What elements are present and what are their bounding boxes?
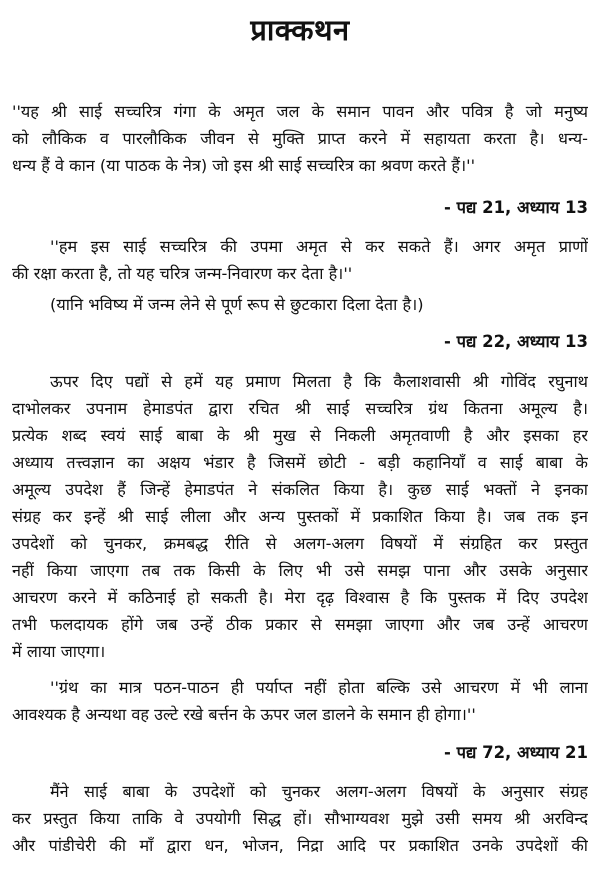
paragraph-line: मैंने साई बाबा के उपदेशों को चुनकर अलग-अलग विषयों के अनुसार संग्रह: [50, 782, 588, 801]
paragraph-line: अमूल्य उपदेश हैं जिन्हें हेमाडपंत ने संकलित किया है। कुछ साई भक्तों ने इनका: [12, 480, 588, 499]
paragraph-line: अध्याय तत्त्वज्ञान का अक्षय भंडार है जिसमें छोटी - बड़ी कहानियाँ व साई बाबा के: [12, 453, 588, 472]
paragraph-line: धन्य हैं वे कान (या पाठक के नेत्र) जो इस श्री साई सच्चरित्र का श्रवण करते हैं।'': [12, 156, 476, 175]
paragraph-line: संग्रह कर इन्हें श्री साई लीला और अन्य पुस्तकों में प्रकाशित किया है। जब तक इन: [12, 507, 588, 526]
paragraph-line: दाभोलकर उपनाम हेमाडपंत द्वारा रचित श्री साई सच्चरित्र ग्रंथ कितना अमूल्य है।: [12, 399, 588, 418]
paragraph-line: ऊपर दिए पद्यों से हमें यह प्रमाण मिलता है कि कैलाशवासी श्री गोविंद रघुनाथ: [50, 372, 588, 391]
paragraph-line: नहीं किया जाएगा तब तक किसी के लिए भी उसे समझ पाना और उसके अनुसार: [12, 561, 588, 580]
paragraph-line: की रक्षा करता है, तो यह चरित्र जन्म-निवारण कर देता है।'': [12, 264, 353, 283]
paragraph-line: (यानि भविष्य में जन्म लेने से पूर्ण रूप से छुटकारा दिला देता है।): [50, 295, 424, 314]
paragraph-line: को लौकिक व पारलौकिक जीवन से मुक्ति प्राप्त करने में सहायता करता है। धन्य-: [12, 129, 588, 148]
verse-reference: - पद्य 21, अध्याय 13: [443, 198, 588, 217]
paragraph-line: ''हम इस साई सच्चरित्र की उपमा अमृत से कर सकते हैं। अगर अमृत प्राणों: [50, 237, 588, 256]
verse-reference: - पद्य 72, अध्याय 21: [443, 743, 588, 762]
paragraph-line: कर प्रस्तुत किया ताकि वे उपयोगी सिद्ध हों। सौभाग्यवश मुझे उसी समय श्री अरविन्द: [12, 809, 588, 828]
paragraph-line: तभी फलदायक होंगे जब उन्हें ठीक प्रकार से समझा जाएगा और जब उन्हें आचरण: [12, 615, 588, 634]
verse-reference: - पद्य 22, अध्याय 13: [443, 332, 588, 351]
paragraph-line: ''यह श्री साई सच्चरित्र गंगा के अमृत जल के समान पावन और पवित्र है जो मनुष्य: [12, 102, 588, 121]
page-title: प्राक्कथन: [250, 13, 350, 47]
paragraph-line: ''ग्रंथ का मात्र पठन-पाठन ही पर्याप्त नहीं होता बल्कि उसे आचरण में भी लाना: [50, 678, 588, 697]
paragraph-line: आवश्यक है अन्यथा वह उल्टे रखे बर्त्तन के ऊपर जल डालने के समान ही होगा।'': [12, 705, 476, 724]
paragraph-line: में लाया जाएगा।: [12, 642, 106, 661]
paragraph-line: उपदेशों को चुनकर, क्रमबद्ध रीति से अलग-अलग विषयों में संग्रहित कर प्रस्तुत: [12, 534, 588, 553]
paragraph-line: और पांडीचेरी की माँ द्वारा धन, भोजन, निद्रा आदि पर प्रकाशित उनके उपदेशों की: [12, 836, 588, 855]
paragraph-line: प्रत्येक शब्द स्वयं साई बाबा के श्री मुख से निकली अमृतवाणी है और इसका हर: [12, 426, 588, 445]
paragraph-line: आचरण करने में कठिनाई हो सकती है। मेरा दृढ़ विश्वास है कि पुस्तक में दिए उपदेश: [12, 588, 588, 607]
